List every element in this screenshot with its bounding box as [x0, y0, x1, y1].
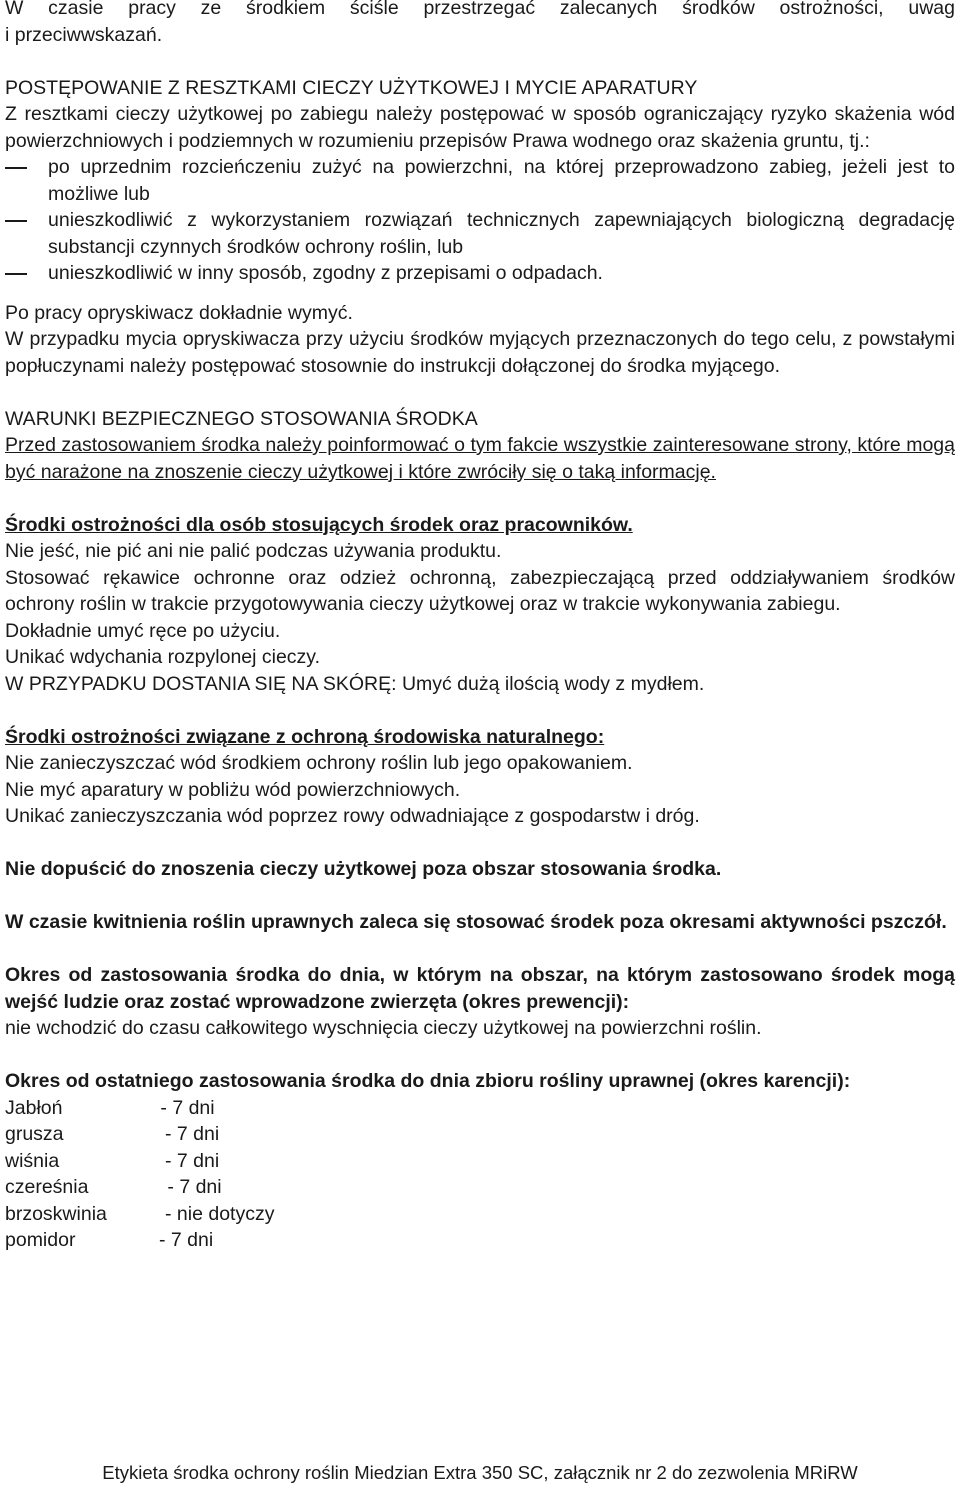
label-document [5, 0, 955, 1254]
operators-line: Unikać wdychania rozpylonej cieczy. [5, 646, 321, 668]
bees-warning: W czasie kwitnienia roślin uprawnych zaleca się stosować środek poza okresami aktywności pszczół. [5, 911, 947, 933]
crop-period: - nie dotyczy [165, 1202, 275, 1225]
environment-line: Nie myć aparatury w pobliżu wód powierzchniowych. [5, 778, 461, 801]
karencja-row [5, 1227, 955, 1254]
crop-name: wiśnia [5, 1149, 60, 1172]
karencja-section [5, 1068, 955, 1254]
wash-instruction: Po pracy opryskiwacz dokładnie wymyć. [5, 301, 353, 324]
crop-period: - 7 dni [155, 1096, 215, 1119]
crop-name: pomidor [5, 1229, 76, 1251]
residues-list-item: unieszkodliwić w inny sposób, zgodny z przepisami o odpadach. [5, 260, 955, 287]
safe-use-body: Przed zastosowaniem środka należy poinformować o tym fakcie wszystkie zainteresowane strony, które mogą być narażone na znoszenie cieczy użytkowej i które zwróciły się o taką informację. [5, 434, 955, 483]
residues-section [5, 75, 955, 380]
residues-list-item: unieszkodliwić z wykorzystaniem rozwiązań technicznych zapewniających biologiczną degradację substancji czynnych środków ochrony roślin, lub [5, 207, 955, 260]
environment-section [5, 724, 955, 830]
karencja-row [5, 1174, 955, 1201]
reentry-heading: Okres od zastosowania środka do dnia, w którym na obszar, na którym zastosowano środek mogą wejść ludzie oraz zostać wprowadzone zwierzęta (okres prewencji): [5, 964, 955, 1013]
crop-name: brzoskwinia [5, 1202, 107, 1225]
crop-period: - 7 dni [165, 1123, 220, 1145]
crop-name: Jabłoń [5, 1096, 63, 1119]
environment-line: Unikać zanieczyszczania wód poprzez rowy odwadniające z gospodarstw i dróg. [5, 805, 700, 827]
karencja-row [5, 1095, 955, 1122]
dash-bullet-icon [5, 220, 27, 222]
operators-line: Dokładnie umyć ręce po użyciu. [5, 619, 281, 642]
operators-line: W PRZYPADKU DOSTANIA SIĘ NA SKÓRĘ: Umyć dużą ilością wody z mydłem. [5, 672, 705, 695]
crop-period: - 7 dni [162, 1176, 222, 1198]
environment-heading: Środki ostrożności związane z ochroną środowiska naturalnego: [5, 725, 605, 748]
page-footer: Etykieta środka ochrony roślin Miedzian Extra 350 SC, załącznik nr 2 do zezwolenia MRiRW [102, 1462, 858, 1483]
residues-list [5, 154, 955, 287]
crop-name: grusza [5, 1123, 64, 1145]
crop-period: - 7 dni [159, 1229, 214, 1251]
reentry-section [5, 962, 955, 1042]
residues-body: Z resztkami cieczy użytkowej po zabiegu należy postępować w sposób ograniczający ryzyko skażenia wód powierzchniowych i podziemnych w rozumieniu przepisów Prawa wodnego oraz skażenia gruntu, tj.: [5, 103, 955, 152]
safe-use-heading: WARUNKI BEZPIECZNEGO STOSOWANIA ŚRODKA [5, 407, 478, 430]
operators-line: Nie jeść, nie pić ani nie palić podczas używania produktu. [5, 540, 502, 562]
crop-period: - 7 dni [165, 1149, 220, 1172]
wash-detail: W przypadku mycia opryskiwacza przy użyciu środków myjących przeznaczonych do tego celu, z powstałymi popłuczynami należy postępować stosownie do instrukcji dołączonej do środka myjącego. [5, 328, 955, 377]
karencja-heading: Okres od ostatniego zastosowania środka do dnia zbioru rośliny uprawnej (okres karencji): [5, 1070, 851, 1092]
environment-line: Nie zanieczyszczać wód środkiem ochrony roślin lub jego opakowaniem. [5, 752, 633, 774]
karencja-row [5, 1148, 955, 1175]
crop-name: czereśnia [5, 1176, 89, 1198]
safe-use-section [5, 406, 955, 486]
intro-line-2: i przeciwwskazań. [5, 23, 163, 46]
operators-section [5, 512, 955, 698]
dash-bullet-icon [5, 167, 27, 169]
operators-heading: Środki ostrożności dla osób stosujących środek oraz pracowników. [5, 513, 633, 536]
karencja-row [5, 1201, 955, 1228]
residues-heading: POSTĘPOWANIE Z RESZTKAMI CIECZY UŻYTKOWEJ I MYCIE APARATURY [5, 76, 698, 99]
dash-bullet-icon [5, 273, 27, 275]
residues-list-item: po uprzednim rozcieńczeniu zużyć na powierzchni, na której przeprowadzono zabieg, jeżeli jest to możliwe lub [5, 154, 955, 207]
karencja-row [5, 1121, 955, 1148]
drift-warning: Nie dopuścić do znoszenia cieczy użytkowej poza obszar stosowania środka. [5, 858, 722, 880]
intro-line-1: W czasie pracy ze środkiem ściśle przestrzegać zalecanych środków ostrożności, uwag [5, 0, 955, 19]
operators-line: Stosować rękawice ochronne oraz odzież ochronną, zabezpieczającą przed oddziaływaniem środków ochrony roślin w trakcie przygotowywania cieczy użytkowej oraz w trakcie wykonywania zabiegu. [5, 566, 955, 615]
reentry-body: nie wchodzić do czasu całkowitego wyschnięcia cieczy użytkowej na powierzchni roślin. [5, 1017, 762, 1039]
